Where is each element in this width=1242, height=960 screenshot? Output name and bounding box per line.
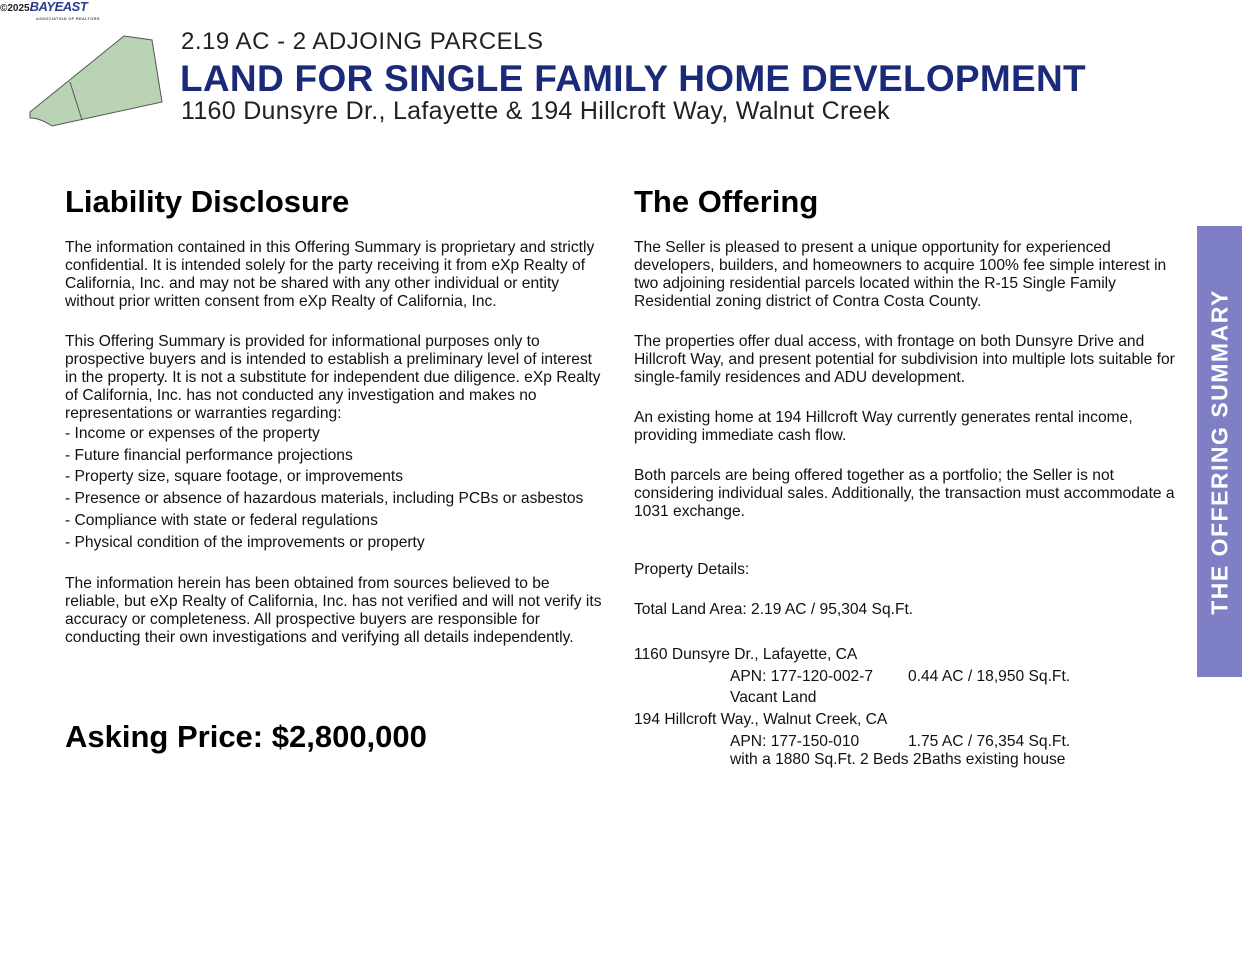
parcel-2-apn-row xyxy=(634,731,1189,753)
parcel-1-apn-row xyxy=(634,666,1189,688)
list-item: - Physical condition of the improvements or property xyxy=(65,533,425,551)
offering-paragraph-1: The Seller is pleased to present a unique opportunity for experienced developers, builders, and homeowners to acquire 100% fee simple interest in two adjoining residential parcels located within the R-15 Single Family Residential zoning district of Contra Costa County. xyxy=(634,239,1167,310)
asking-price: Asking Price: $2,800,000 xyxy=(65,719,427,754)
offering-heading: The Offering xyxy=(634,184,819,219)
list-item: - Property size, square footage, or improvements xyxy=(65,468,404,486)
parcel-2-apn: APN: 177-150-010 xyxy=(730,732,860,750)
property-details-label: Property Details: xyxy=(634,561,750,578)
liability-section xyxy=(65,239,605,647)
offering-summary-tab-label: THE OFFERING SUMMARY xyxy=(1206,288,1232,615)
offering-paragraph-2: The properties offer dual access, with frontage on both Dunsyre Drive and Hillcroft Way, and present potential for subdivision into multiple lots suitable for single-family residences and ADU development. xyxy=(634,333,1175,386)
list-item: - Compliance with state or federal regulations xyxy=(65,511,378,529)
parcel-1-apn: APN: 177-120-002-7 xyxy=(730,667,874,685)
bayeast-logo: BAYEAST xyxy=(29,0,88,14)
offering-summary-tab xyxy=(1197,226,1242,677)
parcel-1-address: 1160 Dunsyre Dr., Lafayette, CA xyxy=(634,646,858,663)
liability-paragraph-2: This Offering Summary is provided for informational purposes only to prospective buyers and is intended to establish a preliminary level of interest in the property. It is not a substitute for independent due diligence. eXp Realty of California, Inc. has not conducted any investigation and makes no representations or warranties regarding: xyxy=(65,333,601,422)
list-item: - Future financial performance projections xyxy=(65,446,353,464)
total-land-area: Total Land Area: 2.19 AC / 95,304 Sq.Ft. xyxy=(634,601,914,618)
listing-address: 1160 Dunsyre Dr., Lafayette & 194 Hillcroft Way, Walnut Creek xyxy=(181,97,890,125)
parcel-2-size: 1.75 AC / 76,354 Sq.Ft. xyxy=(908,732,1071,750)
parcel-map-image xyxy=(28,34,168,130)
liability-heading: Liability Disclosure xyxy=(65,184,350,219)
parcel-1-size: 0.44 AC / 18,950 Sq.Ft. xyxy=(908,667,1071,685)
offering-paragraph-3: An existing home at 194 Hillcroft Way currently generates rental income, providing immediate cash flow. xyxy=(634,409,1133,444)
copyright-text: ©2025 xyxy=(0,3,30,14)
watermark xyxy=(0,0,100,21)
list-item: - Income or expenses of the property xyxy=(65,425,320,442)
parcel-1-details xyxy=(634,644,1189,709)
parcel-2-details xyxy=(634,709,1189,766)
offering-paragraph-4: Both parcels are being offered together as a portfolio; the Seller is not considering individual sales. Additionally, the transaction must accommodate a 1031 exchange. xyxy=(634,467,1175,520)
parcel-1-note: Vacant Land xyxy=(730,689,817,707)
liability-list xyxy=(65,423,605,553)
listing-subtitle: 2.19 AC - 2 ADJOING PARCELS xyxy=(181,28,544,55)
listing-title: LAND FOR SINGLE FAMILY HOME DEVELOPMENT xyxy=(180,58,1086,99)
list-item: - Presence or absence of hazardous materials, including PCBs or asbestos xyxy=(65,490,584,508)
parcel-2-address: 194 Hillcroft Way., Walnut Creek, CA xyxy=(634,711,888,729)
offering-section xyxy=(634,239,1189,767)
bayeast-logo-subtext: ASSOCIATION OF REALTORS xyxy=(36,16,100,21)
liability-paragraph-1: The information contained in this Offering Summary is proprietary and strictly confidential. It is intended solely for the party receiving it from eXp Realty of California, Inc. and may not be shared with any other individual or entity without prior written consent from eXp Realty of California, Inc. xyxy=(65,239,595,310)
liability-paragraph-3: The information herein has been obtained from sources believed to be reliable, but eXp Realty of California, Inc. has not verified and will not verify its accuracy or completeness. All prospective buyers are responsible for conducting their own investigations and verifying all details independently. xyxy=(65,575,602,647)
parcel-2-note: with a 1880 Sq.Ft. 2 Beds 2Baths existing house xyxy=(730,750,1066,768)
